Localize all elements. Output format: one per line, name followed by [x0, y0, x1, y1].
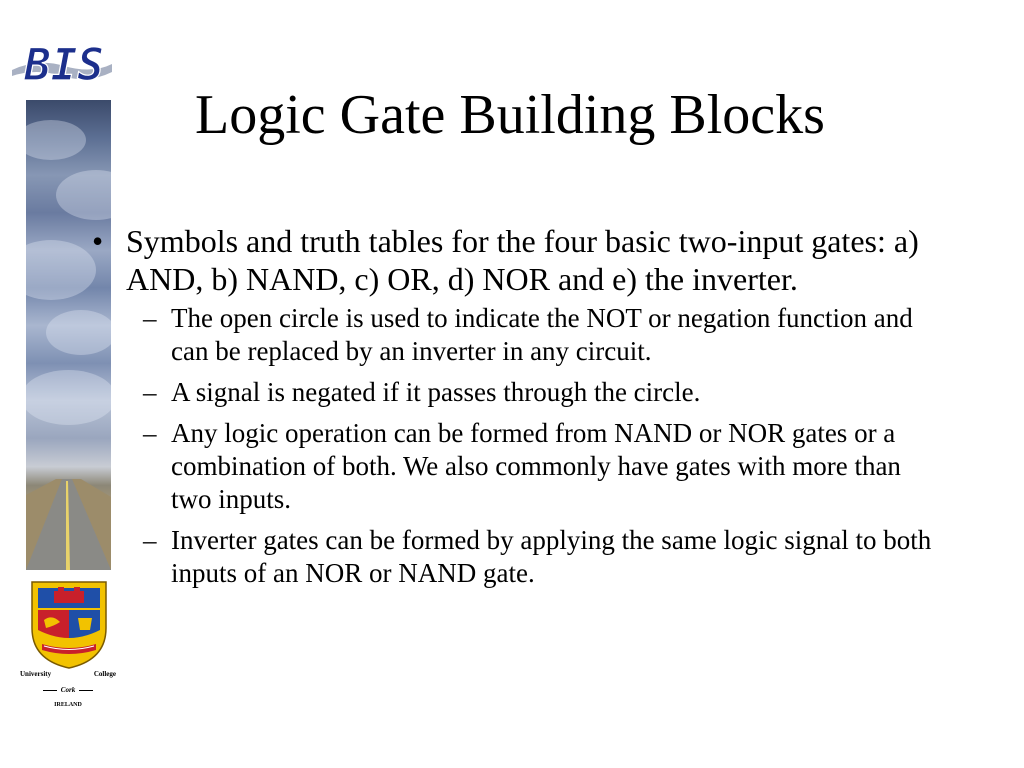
sub-bullet-item	[92, 524, 946, 590]
caption-dash-right	[79, 690, 93, 691]
slide-title: Logic Gate Building Blocks	[195, 84, 825, 146]
bullet-marker: •	[92, 223, 104, 259]
sub-bullet-text: Any logic operation can be formed from NAND or NOR gates or a combination of both. We also commonly have gates with more than two inputs.	[171, 418, 901, 514]
crest-caption-university: University	[20, 670, 52, 678]
caption-dash-left	[43, 690, 57, 691]
sub-bullet-text: A signal is negated if it passes through the circle.	[171, 377, 701, 407]
sub-bullet-item	[92, 376, 946, 409]
crest-caption-line1	[20, 670, 116, 678]
bis-logo	[8, 36, 116, 96]
sub-bullet-text: Inverter gates can be formed by applying the same logic signal to both inputs of an NOR or NAND gate.	[171, 525, 932, 588]
bullet-item	[92, 222, 952, 298]
crest-caption-cork: Cork	[60, 686, 76, 694]
crest-caption-ireland: IRELAND	[54, 702, 82, 708]
sub-bullet-text: The open circle is used to indicate the NOT or negation function and can be replaced by an inverter in any circuit.	[171, 303, 913, 366]
sub-bullet-marker: –	[143, 525, 157, 555]
sub-bullet-item	[92, 302, 946, 368]
slide-content	[92, 222, 952, 598]
crest-caption-line2	[20, 686, 116, 694]
sub-bullet-marker: –	[143, 303, 157, 333]
bullet-text: Symbols and truth tables for the four basic two-input gates: a) AND, b) NAND, c) OR, d) NOR and e) the inverter.	[126, 223, 919, 297]
sub-bullet-marker: –	[143, 377, 157, 407]
crest-caption-college: College	[93, 670, 116, 678]
sub-bullet-marker: –	[143, 418, 157, 448]
sub-bullet-list	[92, 302, 952, 590]
sub-bullet-item	[92, 417, 946, 516]
bis-logo-text: BIS	[24, 40, 104, 91]
